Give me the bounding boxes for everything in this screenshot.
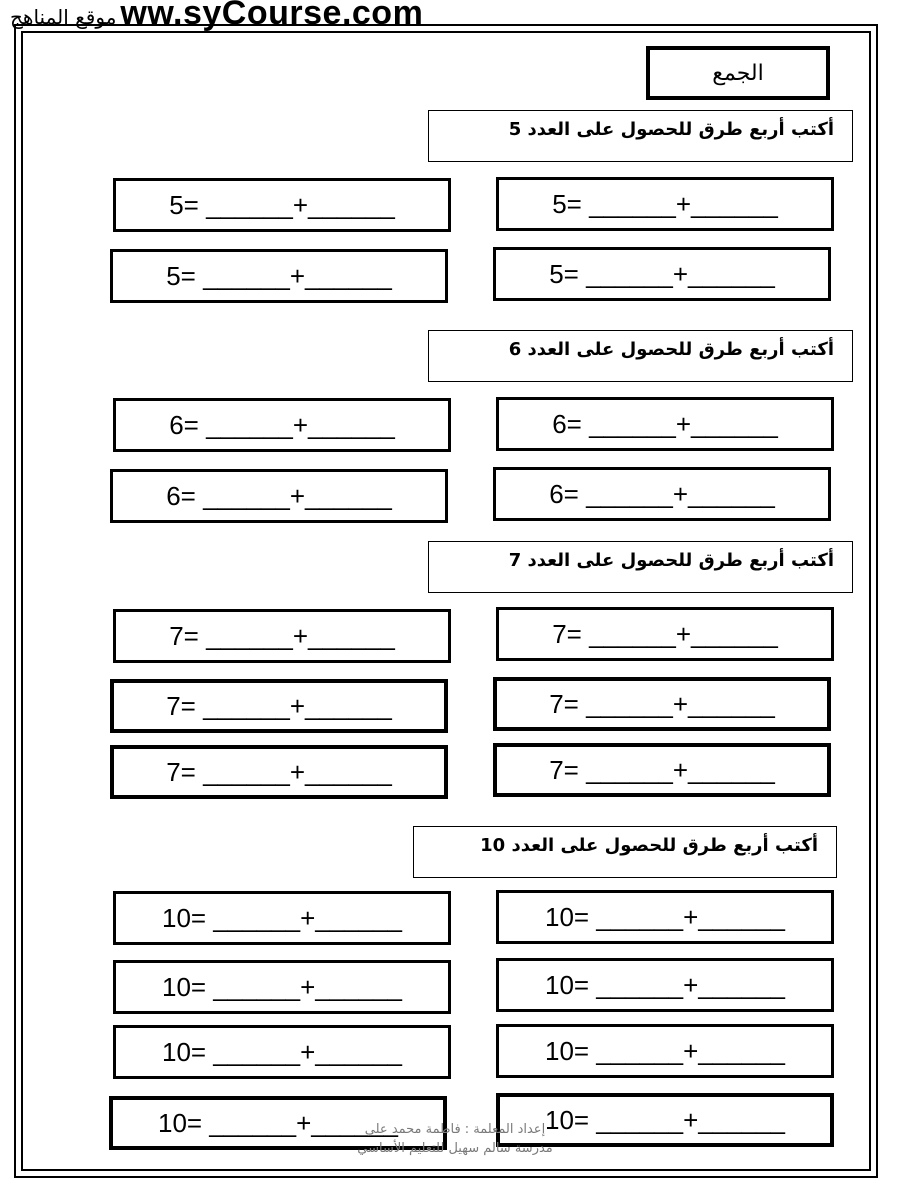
equation-text: 7= ______+______ [549, 754, 775, 785]
instruction-number-7: أكتب أربع طرق للحصول على العدد 7 [428, 541, 853, 593]
equation-box[interactable] [113, 398, 451, 452]
equation-box[interactable] [113, 891, 451, 945]
equation-text: 6= ______+______ [166, 480, 392, 511]
equation-text: 7= ______+______ [169, 620, 395, 651]
equation-box[interactable] [496, 607, 834, 661]
equation-text: 10= ______+______ [161, 971, 403, 1002]
equation-text: 10= ______+______ [544, 969, 786, 1000]
equation-text: 7= ______+______ [552, 618, 778, 649]
equation-text: 5= ______+______ [169, 189, 395, 220]
equation-box[interactable] [113, 609, 451, 663]
equation-box[interactable] [110, 469, 448, 523]
equation-box[interactable] [113, 178, 451, 232]
equation-text: 6= ______+______ [552, 408, 778, 439]
instruction-number-6: أكتب أربع طرق للحصول على العدد 6 [428, 330, 853, 382]
equation-box[interactable] [496, 1024, 834, 1078]
site-name: موقع المناهج [10, 5, 117, 29]
instruction-number-5: أكتب أربع طرق للحصول على العدد 5 [428, 110, 853, 162]
worksheet-footer [340, 1120, 570, 1158]
equation-text: 5= ______+______ [552, 188, 778, 219]
equation-text: 10= ______+______ [544, 901, 786, 932]
instruction-number-10: أكتب أربع طرق للحصول على العدد 10 [413, 826, 837, 878]
equation-box[interactable] [110, 679, 448, 733]
equation-text: 6= ______+______ [169, 409, 395, 440]
equation-box[interactable] [113, 960, 451, 1014]
equation-box[interactable] [496, 890, 834, 944]
equation-text: 10= ______+______ [161, 1036, 403, 1067]
footer-school: مدرسة سالم سهيل للتعليم الأساسي [357, 1141, 553, 1156]
footer-teacher: إعداد المعلمة : فاطمة محمد علي [364, 1122, 546, 1137]
equation-box[interactable] [493, 247, 831, 301]
equation-text: 7= ______+______ [166, 756, 392, 787]
equation-box[interactable] [110, 249, 448, 303]
equation-box[interactable] [493, 743, 831, 797]
equation-text: 6= ______+______ [549, 478, 775, 509]
equation-text: 5= ______+______ [166, 260, 392, 291]
equation-text: 10= ______+______ [161, 902, 403, 933]
equation-box[interactable] [496, 958, 834, 1012]
site-url[interactable]: ww.syCourse.com [120, 0, 424, 32]
worksheet-title: الجمع [646, 46, 830, 100]
equation-text: 7= ______+______ [549, 688, 775, 719]
equation-box[interactable] [113, 1025, 451, 1079]
equation-text: 7= ______+______ [166, 690, 392, 721]
equation-text: 5= ______+______ [549, 258, 775, 289]
equation-box[interactable] [496, 397, 834, 451]
equation-text: 10= ______+______ [544, 1104, 786, 1135]
equation-text: 10= ______+______ [544, 1035, 786, 1066]
equation-box[interactable] [110, 745, 448, 799]
equation-box[interactable] [493, 467, 831, 521]
equation-text: 10= ______+______ [157, 1107, 399, 1138]
equation-box[interactable] [496, 177, 834, 231]
equation-box[interactable] [493, 677, 831, 731]
